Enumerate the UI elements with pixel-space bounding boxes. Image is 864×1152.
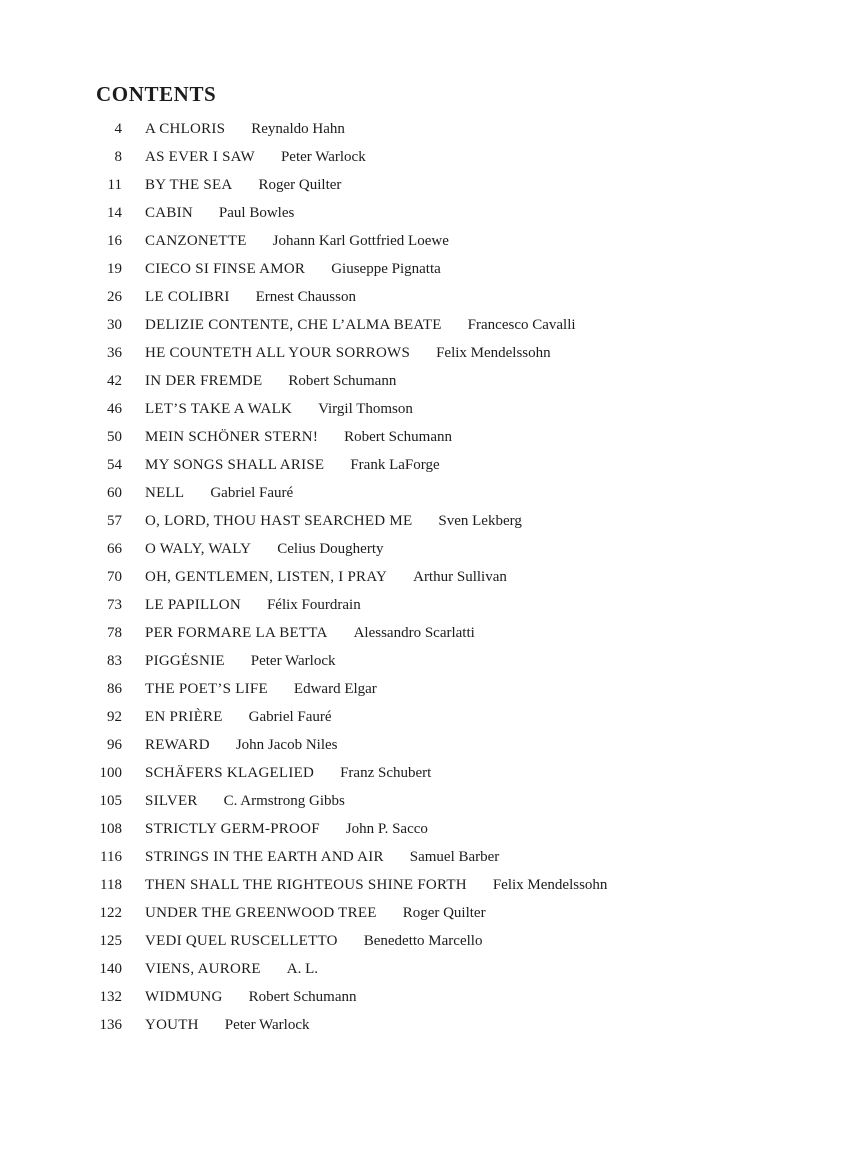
toc-entry bbox=[72, 899, 816, 927]
page-number: 57 bbox=[107, 513, 122, 529]
toc-entry bbox=[72, 591, 816, 619]
song-title: THE POET’S LIFE bbox=[145, 681, 268, 697]
toc-entry bbox=[72, 451, 816, 479]
toc-entry bbox=[72, 227, 816, 255]
composer-name: C. Armstrong Gibbs bbox=[223, 793, 345, 809]
entry-text bbox=[145, 675, 377, 703]
toc-entry bbox=[72, 983, 816, 1011]
composer-name: Robert Schumann bbox=[344, 429, 452, 445]
entry-text bbox=[145, 507, 522, 535]
song-title: PIGGĖSNIE bbox=[145, 653, 225, 669]
song-title: LET’S TAKE A WALK bbox=[145, 401, 293, 417]
composer-name: Virgil Thomson bbox=[318, 401, 413, 417]
composer-name: Robert Schumann bbox=[288, 373, 397, 389]
page-number: 100 bbox=[99, 765, 122, 781]
page-number: 105 bbox=[99, 793, 122, 809]
entry-text bbox=[145, 535, 384, 563]
page-number: 122 bbox=[99, 905, 122, 921]
composer-name: Peter Warlock bbox=[280, 149, 366, 165]
toc-entry bbox=[72, 563, 816, 591]
entry-text bbox=[145, 899, 486, 927]
toc-entry bbox=[72, 283, 816, 311]
composer-name: Giuseppe Pignatta bbox=[331, 261, 441, 277]
page-number: 140 bbox=[99, 961, 122, 977]
song-title: WIDMUNG bbox=[145, 989, 223, 1005]
composer-name: Francesco Cavalli bbox=[467, 317, 576, 333]
toc-entry bbox=[72, 703, 816, 731]
toc-entry bbox=[72, 927, 816, 955]
entry-text bbox=[145, 171, 341, 199]
page-number: 8 bbox=[114, 149, 122, 165]
contents-list bbox=[72, 115, 816, 1039]
composer-name: Peter Warlock bbox=[224, 1017, 310, 1033]
composer-name: Felix Mendelssohn bbox=[436, 345, 551, 361]
page-number: 50 bbox=[107, 429, 122, 445]
entry-text bbox=[145, 619, 475, 647]
entry-text bbox=[145, 759, 431, 787]
song-title: A CHLORIS bbox=[145, 121, 226, 137]
composer-name: Arthur Sullivan bbox=[413, 569, 507, 585]
entry-text bbox=[145, 563, 507, 591]
entry-text bbox=[145, 843, 499, 871]
page-number: 116 bbox=[100, 849, 122, 865]
song-title: VEDI QUEL RUSCELLETTO bbox=[145, 933, 338, 949]
toc-entry bbox=[72, 675, 816, 703]
entry-text bbox=[145, 983, 356, 1011]
song-title: SILVER bbox=[145, 793, 198, 809]
composer-name: Roger Quilter bbox=[258, 177, 342, 193]
page-title: CONTENTS bbox=[96, 82, 217, 106]
composer-name: Franz Schubert bbox=[340, 765, 432, 781]
page-number: 78 bbox=[107, 625, 122, 641]
entry-text bbox=[145, 787, 345, 815]
toc-entry bbox=[72, 479, 816, 507]
song-title: O WALY, WALY bbox=[145, 541, 252, 557]
page-number: 4 bbox=[114, 121, 122, 137]
composer-name: John Jacob Niles bbox=[235, 737, 338, 753]
composer-name: Gabriel Fauré bbox=[248, 709, 332, 725]
toc-entry bbox=[72, 535, 816, 563]
entry-text bbox=[145, 703, 332, 731]
entry-text bbox=[145, 283, 356, 311]
entry-text bbox=[145, 367, 396, 395]
toc-entry bbox=[72, 255, 816, 283]
entry-text bbox=[145, 479, 293, 507]
composer-name: Gabriel Fauré bbox=[210, 485, 294, 501]
song-title: DELIZIE CONTENTE, CHE L’ALMA BEATE bbox=[145, 317, 442, 333]
entry-text bbox=[145, 423, 452, 451]
composer-name: Félix Fourdrain bbox=[266, 597, 361, 613]
entry-text bbox=[145, 143, 366, 171]
composer-name: Robert Schumann bbox=[248, 989, 357, 1005]
composer-name: Celius Dougherty bbox=[277, 541, 384, 557]
composer-name: Peter Warlock bbox=[250, 653, 336, 669]
song-title: HE COUNTETH ALL YOUR SORROWS bbox=[145, 345, 411, 361]
toc-entry bbox=[72, 171, 816, 199]
toc-entry bbox=[72, 367, 816, 395]
song-title: CABIN bbox=[145, 205, 193, 221]
toc-entry bbox=[72, 843, 816, 871]
page-number: 108 bbox=[99, 821, 122, 837]
song-title: PER FORMARE LA BETTA bbox=[145, 625, 328, 641]
toc-entry bbox=[72, 815, 816, 843]
entry-text bbox=[145, 871, 607, 899]
song-title: THEN SHALL THE RIGHTEOUS SHINE FORTH bbox=[145, 877, 467, 893]
composer-name: Paul Bowles bbox=[218, 205, 295, 221]
song-title: STRINGS IN THE EARTH AND AIR bbox=[145, 849, 384, 865]
toc-entry bbox=[72, 423, 816, 451]
toc-entry bbox=[72, 143, 816, 171]
entry-text bbox=[145, 255, 441, 283]
toc-entry bbox=[72, 395, 816, 423]
song-title: SCHÄFERS KLAGELIED bbox=[145, 765, 315, 781]
page-number: 54 bbox=[107, 457, 122, 473]
entry-text bbox=[145, 815, 428, 843]
composer-name: Reynaldo Hahn bbox=[251, 121, 345, 137]
page-number: 36 bbox=[107, 345, 122, 361]
song-title: VIENS, AURORE bbox=[145, 961, 261, 977]
entry-text bbox=[145, 115, 345, 143]
song-title: BY THE SEA bbox=[145, 177, 233, 193]
song-title: UNDER THE GREENWOOD TREE bbox=[145, 905, 377, 921]
composer-name: Felix Mendelssohn bbox=[492, 877, 608, 893]
entry-text bbox=[145, 311, 576, 339]
toc-entry bbox=[72, 339, 816, 367]
composer-name: Frank LaForge bbox=[350, 457, 440, 473]
composer-name: Roger Quilter bbox=[402, 905, 486, 921]
toc-entry bbox=[72, 115, 816, 143]
page-number: 125 bbox=[99, 933, 122, 949]
page-number: 46 bbox=[107, 401, 122, 417]
page-number: 26 bbox=[107, 289, 122, 305]
page-number: 19 bbox=[107, 261, 122, 277]
song-title: LE PAPILLON bbox=[145, 597, 241, 613]
song-title: IN DER FREMDE bbox=[145, 373, 263, 389]
entry-text bbox=[145, 927, 482, 955]
song-title: NELL bbox=[145, 485, 185, 501]
entry-text bbox=[145, 199, 294, 227]
toc-entry bbox=[72, 647, 816, 675]
entry-text bbox=[145, 227, 449, 255]
song-title: CANZONETTE bbox=[145, 233, 247, 249]
toc-entry bbox=[72, 311, 816, 339]
composer-name: Edward Elgar bbox=[293, 681, 377, 697]
song-title: MY SONGS SHALL ARISE bbox=[145, 457, 325, 473]
entry-text bbox=[145, 955, 318, 983]
page-number: 16 bbox=[107, 233, 122, 249]
page-number: 14 bbox=[107, 205, 122, 221]
toc-entry bbox=[72, 507, 816, 535]
toc-entry bbox=[72, 199, 816, 227]
song-title: YOUTH bbox=[145, 1017, 199, 1033]
composer-name: Sven Lekberg bbox=[438, 513, 522, 529]
page-number: 86 bbox=[107, 681, 122, 697]
toc-entry bbox=[72, 1011, 816, 1039]
song-title: OH, GENTLEMEN, LISTEN, I PRAY bbox=[145, 569, 388, 585]
page-number: 11 bbox=[107, 177, 122, 193]
page-number: 96 bbox=[107, 737, 122, 753]
toc-entry bbox=[72, 619, 816, 647]
toc-entry bbox=[72, 871, 816, 899]
page-number: 66 bbox=[107, 541, 122, 557]
entry-text bbox=[145, 731, 338, 759]
composer-name: John P. Sacco bbox=[345, 821, 428, 837]
composer-name: Johann Karl Gottfried Loewe bbox=[272, 233, 449, 249]
entry-text bbox=[145, 395, 413, 423]
page-number: 118 bbox=[100, 877, 122, 893]
page-number: 132 bbox=[99, 989, 122, 1005]
page-number: 73 bbox=[107, 597, 122, 613]
toc-entry bbox=[72, 731, 816, 759]
page-number: 60 bbox=[107, 485, 122, 501]
song-title: MEIN SCHÖNER STERN! bbox=[145, 429, 319, 445]
entry-text bbox=[145, 339, 551, 367]
entry-text bbox=[145, 1011, 309, 1039]
page-number: 83 bbox=[107, 653, 122, 669]
song-title: AS EVER I SAW bbox=[145, 149, 255, 165]
page-number: 92 bbox=[107, 709, 122, 725]
page-number: 70 bbox=[107, 569, 122, 585]
page-number: 42 bbox=[107, 373, 122, 389]
song-title: LE COLIBRI bbox=[145, 289, 230, 305]
composer-name: Alessandro Scarlatti bbox=[353, 625, 475, 641]
composer-name: A. L. bbox=[286, 961, 319, 977]
toc-entry bbox=[72, 759, 816, 787]
composer-name: Benedetto Marcello bbox=[363, 933, 483, 949]
entry-text bbox=[145, 591, 361, 619]
song-title: EN PRIÈRE bbox=[145, 709, 223, 725]
song-title: REWARD bbox=[145, 737, 210, 753]
entry-text bbox=[145, 647, 335, 675]
page-number: 136 bbox=[99, 1017, 122, 1033]
toc-entry bbox=[72, 787, 816, 815]
song-title: CIECO SI FINSE AMOR bbox=[145, 261, 306, 277]
toc-entry bbox=[72, 955, 816, 983]
song-title: O, LORD, THOU HAST SEARCHED ME bbox=[145, 513, 413, 529]
entry-text bbox=[145, 451, 440, 479]
composer-name: Samuel Barber bbox=[409, 849, 500, 865]
composer-name: Ernest Chausson bbox=[255, 289, 356, 305]
page-number: 30 bbox=[107, 317, 122, 333]
song-title: STRICTLY GERM-PROOF bbox=[145, 821, 320, 837]
